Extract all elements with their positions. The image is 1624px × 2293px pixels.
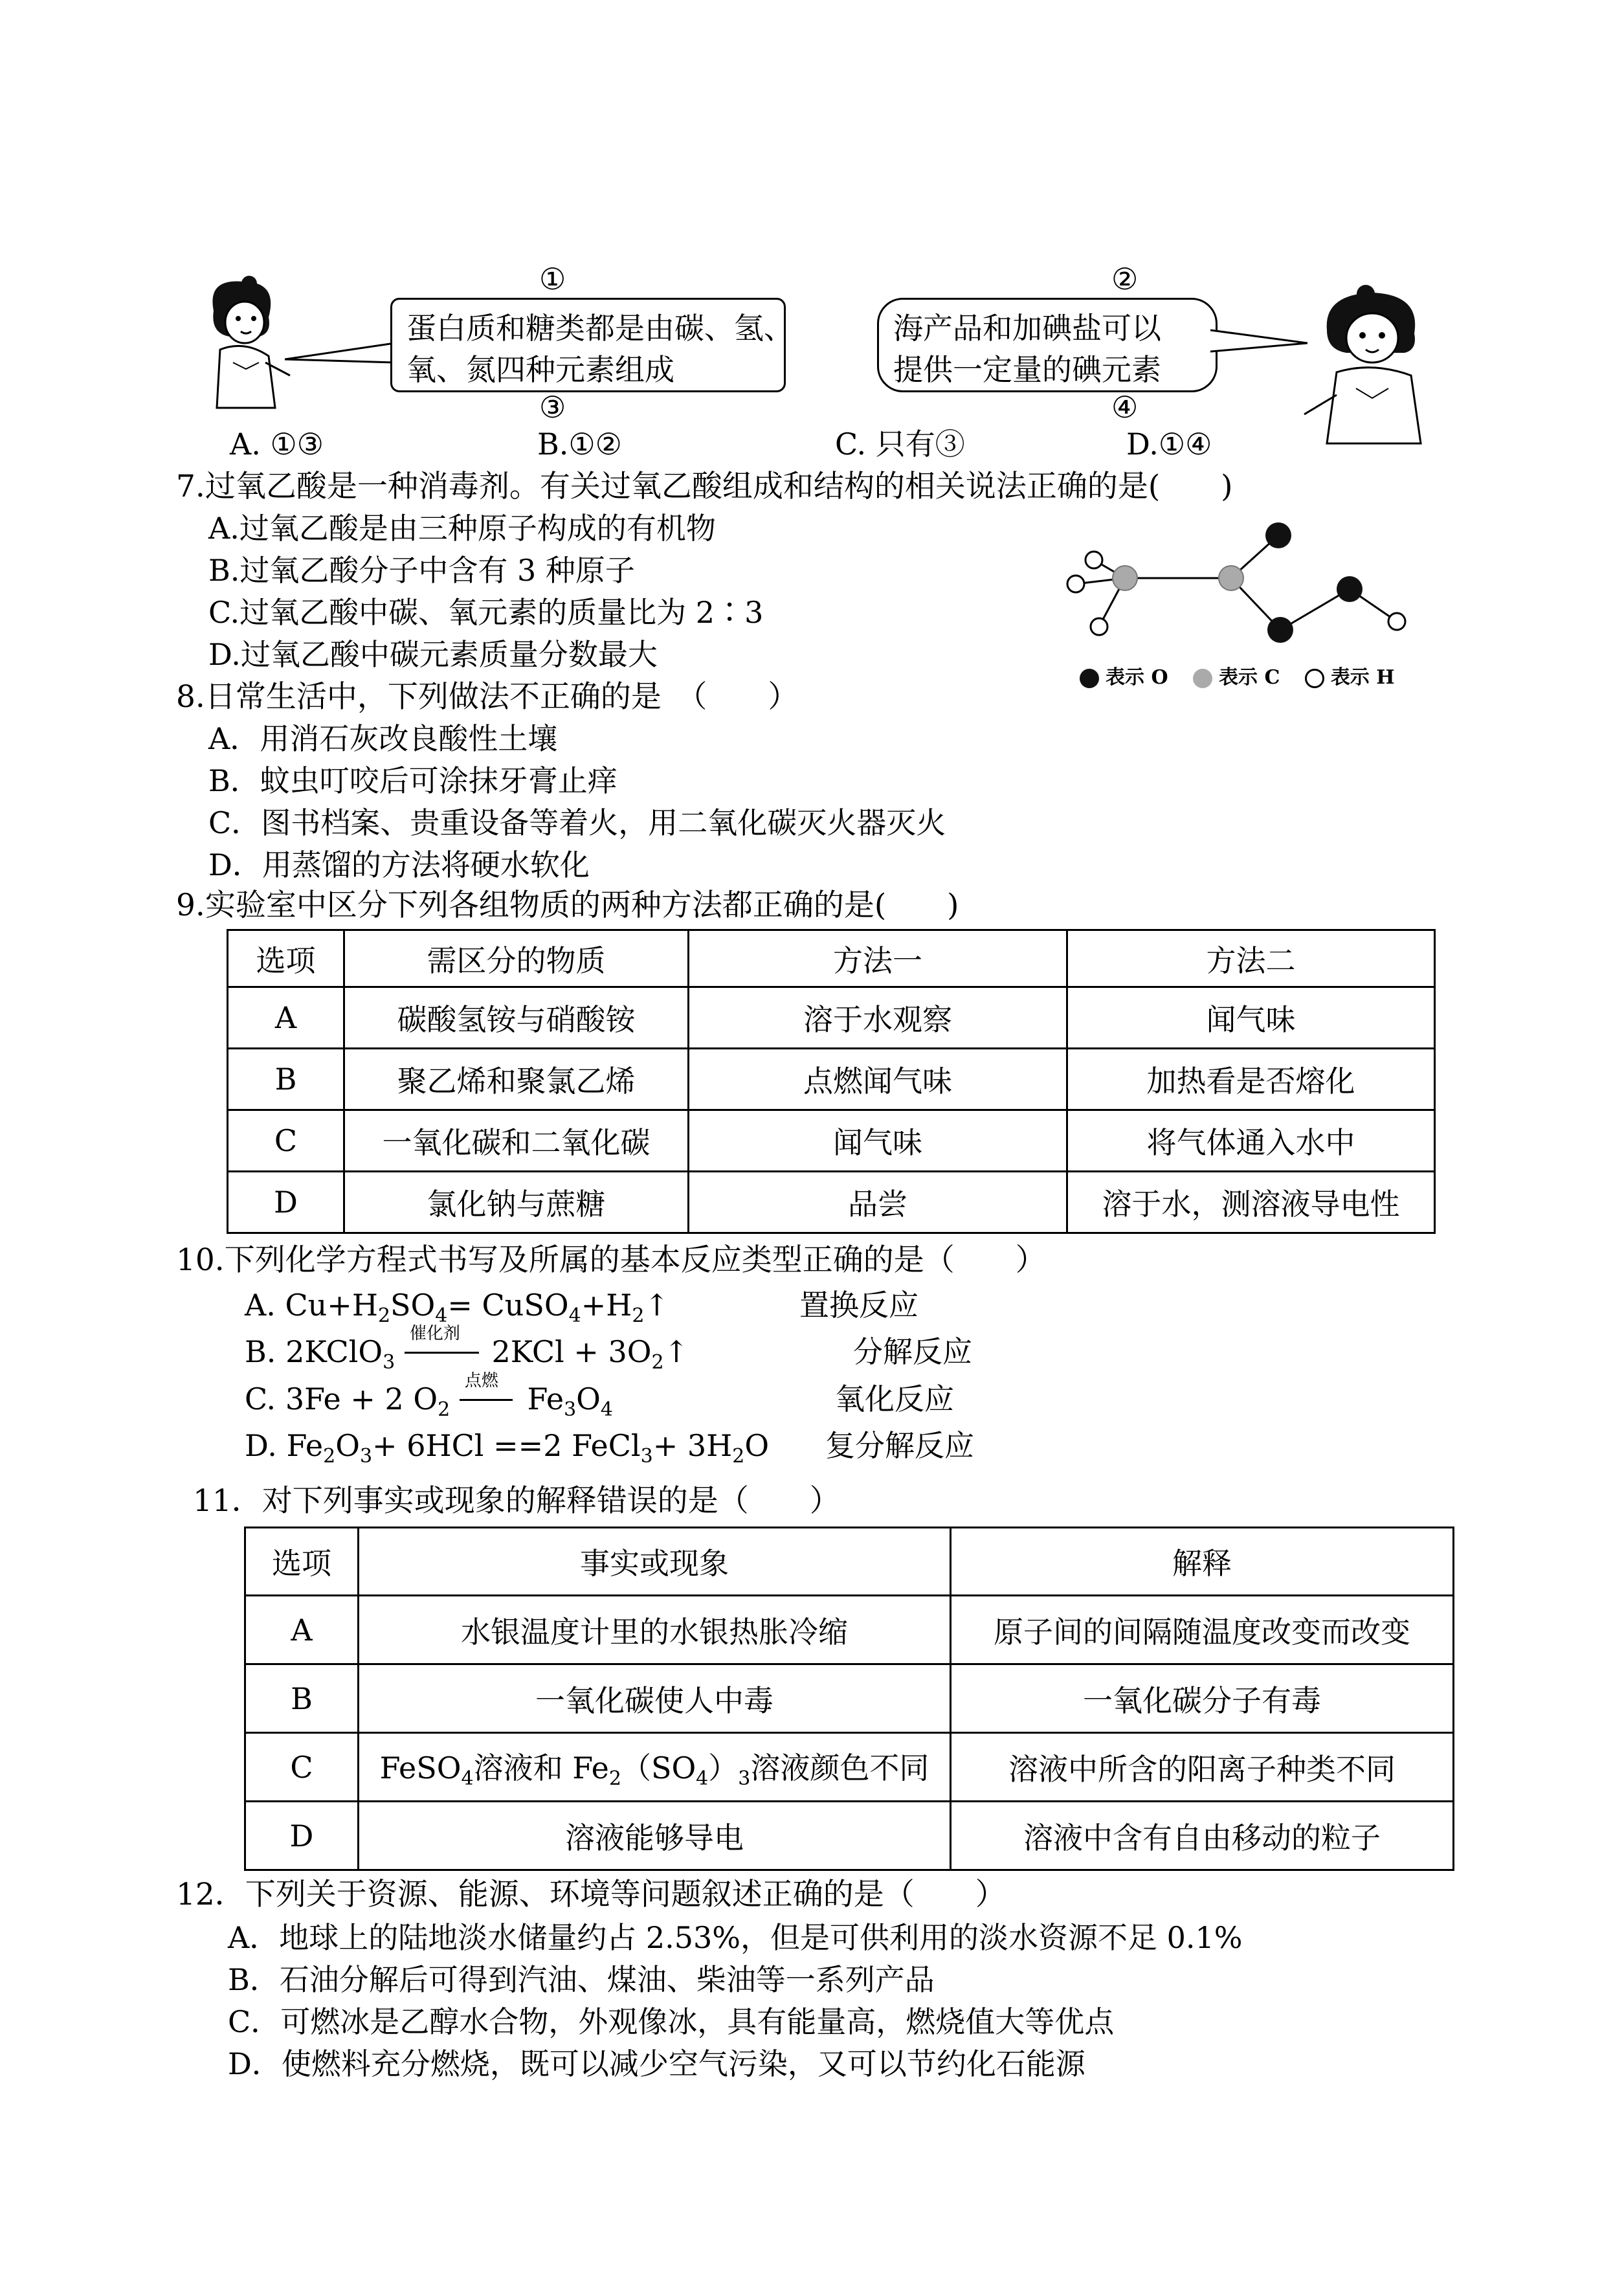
table-cell: 溶液中所含的阳离子种类不同: [951, 1733, 1454, 1802]
bubble-right-line2: 提供一定量的碘元素: [893, 352, 1161, 387]
table-cell: 氯化钠与蔗糖: [344, 1172, 689, 1233]
bubble-right-tail: [1210, 327, 1307, 359]
q7-option-a: A.过氧乙酸是由三种原子构成的有机物: [208, 511, 716, 546]
ignition-condition: 点燃: [464, 1371, 498, 1391]
table-cell: D: [245, 1802, 359, 1870]
table-row: [228, 1049, 1435, 1110]
q6-option-c: C. 只有③: [835, 427, 965, 462]
table-cell-iron-sulfate-fact: FeSO$_4$溶液和 $Fe_2(SO_4)_3$溶液颜色不同: [359, 1733, 951, 1802]
table-header-row: [245, 1528, 1454, 1596]
peracetic-acid-molecule-diagram: [1062, 511, 1424, 660]
table-header-cell: 解释: [951, 1528, 1454, 1596]
table-cell: C: [228, 1110, 344, 1172]
q10-option-a-equation: A. $Cu+H_2SO_4=$ $CuSO_4+H_2↑$: [245, 1288, 669, 1327]
q7-option-d: D.过氧乙酸中碳元素质量分数最大: [208, 637, 658, 672]
q10-option-d-equation: D. $Fe_2O_3+ 6HCl ==2$ FeCl$_3$+ $3H_2O$: [245, 1428, 770, 1468]
table-row: [245, 1664, 1454, 1733]
table-header-cell: 事实或现象: [359, 1528, 951, 1596]
table-cell: 水银温度计里的水银热胀冷缩: [359, 1596, 951, 1664]
q10-option-a-type: 置换反应: [799, 1288, 918, 1323]
table-cell: 一氧化碳分子有毒: [951, 1664, 1454, 1733]
q7-option-c: C.过氧乙酸中碳、氧元素的质量比为 2∶3: [208, 595, 764, 630]
table-cell: 闻气味: [1067, 987, 1435, 1049]
q10-option-d-type: 复分解反应: [825, 1428, 974, 1463]
oxygen-legend-dot: [1080, 669, 1099, 688]
carbon-legend-dot: [1193, 669, 1212, 688]
q6-option-a: A. ①③: [230, 427, 324, 462]
table-cell: 一氧化碳使人中毒: [359, 1664, 951, 1733]
table-cell: 溶于水，测溶液导电性: [1067, 1172, 1435, 1233]
q12-option-a: A．地球上的陆地淡水储量约占 2.53%，但是可供利用的淡水资源不足 0.1%: [228, 1920, 1243, 1955]
q12-option-d: D．使燃料充分燃烧，既可以减少空气污染，又可以节约化石能源: [228, 2046, 1085, 2081]
q12-option-b: B．石油分解后可得到汽油、煤油、柴油等一系列产品: [228, 1962, 935, 1997]
q12-stem: 12．下列关于资源、能源、环境等问题叙述正确的是（ ）: [176, 1877, 1006, 1912]
q6-option-d: D.①④: [1126, 427, 1212, 462]
speech-bubble-left: [390, 298, 794, 392]
molecule-legend: [1080, 667, 1395, 689]
hydrogen-legend-dot: [1305, 669, 1324, 688]
table-cell: B: [245, 1664, 359, 1733]
bubble-right-line1: 海产品和加碘盐可以: [893, 311, 1161, 346]
q8-option-d: D．用蒸馏的方法将硬水软化: [208, 847, 590, 882]
table-cell: 闻气味: [689, 1110, 1067, 1172]
table-header-cell: 方法二: [1067, 930, 1435, 987]
table-row: [228, 987, 1435, 1049]
table-cell: A: [245, 1596, 359, 1664]
q6-option-b: B.①②: [537, 427, 622, 462]
q8-option-b: B．蚊虫叮咬后可涂抹牙膏止痒: [208, 763, 617, 798]
table-cell: 将气体通入水中: [1067, 1110, 1435, 1172]
table-cell: 原子间的间隔随温度改变而改变: [951, 1596, 1454, 1664]
q10-stem: 10.下列化学方程式书写及所属的基本反应类型正确的是（ ）: [176, 1242, 1046, 1278]
statement-mark-3: ③: [539, 390, 566, 425]
girl-right-illustration: [1301, 285, 1443, 447]
table-cell: 加热看是否熔化: [1067, 1049, 1435, 1110]
table-row: [228, 1110, 1435, 1172]
table-header-cell: 选项: [245, 1528, 359, 1596]
table-cell: A: [228, 987, 344, 1049]
statement-mark-4: ④: [1111, 390, 1139, 425]
legend-oxygen-label: 表示 O: [1106, 666, 1168, 689]
table-header-cell: 需区分的物质: [344, 930, 689, 987]
table-header-cell: 选项: [228, 930, 344, 987]
q8-option-a: A．用消石灰改良酸性土壤: [208, 721, 558, 756]
table-header-row: [228, 930, 1435, 987]
q8-option-c: C．图书档案、贵重设备等着火，用二氧化碳灭火器灭火: [208, 805, 946, 840]
legend-carbon-label: 表示 C: [1219, 666, 1280, 689]
table-cell: B: [228, 1049, 344, 1110]
q11-stem: 11．对下列事实或现象的解释错误的是（ ）: [193, 1483, 840, 1519]
bubble-left-line2: 氧、氮四种元素组成: [406, 352, 674, 387]
bubble-left-tail: [285, 337, 395, 375]
q8-stem: 8.日常生活中，下列做法不正确的是 （ ）: [176, 679, 799, 715]
table-row: [245, 1733, 1454, 1802]
table-row: [245, 1596, 1454, 1664]
q11-table: [244, 1527, 1454, 1871]
q10-option-c-equation: C. 3Fe + 2 $O_2$ 点燃 $Fe_3O_4$: [245, 1371, 613, 1421]
q9-table: [227, 929, 1436, 1234]
catalyst-condition: 催化剂: [409, 1324, 460, 1343]
q9-stem: 9.实验室中区分下列各组物质的两种方法都正确的是( ): [176, 888, 959, 923]
girl-left-illustration: [194, 272, 291, 414]
table-cell: 一氧化碳和二氧化碳: [344, 1110, 689, 1172]
table-cell: 聚乙烯和聚氯乙烯: [344, 1049, 689, 1110]
q10-option-b-equation: B. 2KClO$_3$ 催化剂 $2KCl + 3O_2↑$: [245, 1324, 689, 1374]
q10-option-b-type: 分解反应: [853, 1334, 972, 1369]
table-cell: 点燃闻气味: [689, 1049, 1067, 1110]
table-header-cell: 方法一: [689, 930, 1067, 987]
table-cell: D: [228, 1172, 344, 1233]
q7-stem: 7.过氧乙酸是一种消毒剂。有关过氧乙酸组成和结构的相关说法正确的是( ): [176, 469, 1233, 504]
table-cell: 品尝: [689, 1172, 1067, 1233]
table-cell: 溶液能够导电: [359, 1802, 951, 1870]
q10-option-c-type: 氧化反应: [835, 1381, 954, 1416]
table-cell: 溶于水观察: [689, 987, 1067, 1049]
statement-mark-1: ①: [539, 262, 566, 296]
q7-option-b: B.过氧乙酸分子中含有 3 种原子: [208, 553, 635, 588]
table-cell: C: [245, 1733, 359, 1802]
statement-mark-2: ②: [1111, 262, 1139, 296]
table-cell: 碳酸氢铵与硝酸铵: [344, 987, 689, 1049]
q12-option-c: C．可燃冰是乙醇水合物，外观像冰，具有能量高，燃烧值大等优点: [228, 2004, 1115, 2039]
table-cell: 溶液中含有自由移动的粒子: [951, 1802, 1454, 1870]
table-row: [228, 1172, 1435, 1233]
table-row: [245, 1802, 1454, 1870]
speech-bubble-right: [877, 298, 1218, 392]
bubble-left-line1: 蛋白质和糖类都是由碳、氢、: [406, 311, 794, 346]
legend-hydrogen-label: 表示 H: [1330, 666, 1395, 689]
